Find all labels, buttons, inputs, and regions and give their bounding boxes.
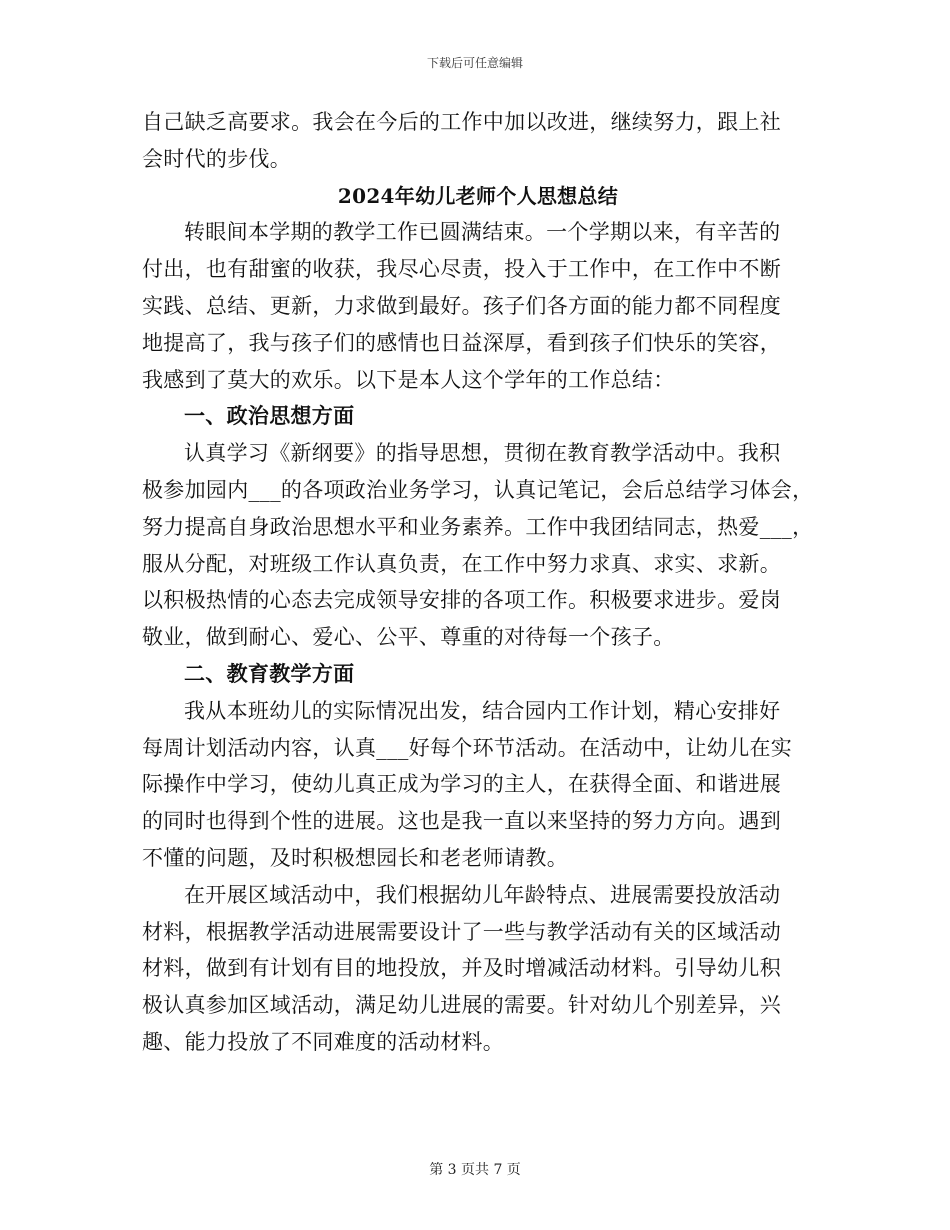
text-line: 转眼间本学期的教学工作已圆满结束。一个学期以来，有辛苦的 [184,220,781,245]
text-line: 地提高了，我与孩子们的感情也日益深厚，看到孩子们快乐的笑容， [142,330,781,355]
text-line: 会时代的步伐。 [142,146,292,171]
text-line: 际操作中学习，使幼儿真正成为学习的主人，在获得全面、和谐进展 [142,772,781,797]
text-line: 我从本班幼儿的实际情况出发，结合园内工作计划，精心安排好 [184,698,781,723]
document-title: 2024年幼儿老师个人思想总结 [337,183,619,208]
text-line: 付出，也有甜蜜的收获，我尽心尽责，投入于工作中，在工作中不断 [142,257,781,282]
text-line: 服从分配，对班级工作认真负责，在工作中努力求真、求实、求新。 [142,551,781,576]
text-line: 以积极热情的心态去完成领导安排的各项工作。积极要求进步。爱岗 [142,588,781,613]
text-line: 不懂的问题，及时积极想园长和老老师请教。 [142,845,568,870]
text-line: 趣、能力投放了不同难度的活动材料。 [142,1029,505,1054]
text-line: 认真学习《新纲要》的指导思想，贯彻在教育教学活动中。我积 [184,441,781,466]
page-header: 下载后可任意编辑 [426,56,523,70]
text-line: 敬业，做到耐心、爱心、公平、尊重的对待每一个孩子。 [142,625,675,650]
page-footer: 第 3 页共 7 页 [429,1162,521,1178]
section-heading: 一、政治思想方面 [184,403,355,429]
text-line: 材料，做到有计划有目的地投放，并及时增减活动材料。引导幼儿积 [142,956,781,981]
text-line: 极认真参加区域活动，满足幼儿进展的需要。针对幼儿个别差异，兴 [142,993,781,1018]
text-line: 我感到了莫大的欢乐。以下是本人这个学年的工作总结： [142,367,675,392]
text-line: 每周计划活动内容，认真___好每个环节活动。在活动中，让幼儿在实 [142,735,793,760]
text-line: 自己缺乏高要求。我会在今后的工作中加以改进，继续努力，跟上社 [142,110,781,134]
text-line: 的同时也得到个性的进展。这也是我一直以来坚持的努力方向。遇到 [142,809,781,834]
document-body [142,104,814,1061]
text-line: 实践、总结、更新，力求做到最好。孩子们各方面的能力都不同程度 [142,293,781,318]
text-line: 在开展区域活动中，我们根据幼儿年龄特点、进展需要投放活动 [184,882,781,907]
text-line: 努力提高自身政治思想水平和业务素养。工作中我团结同志，热爱___， [142,514,814,539]
section-heading: 二、教育教学方面 [184,660,355,686]
text-line: 极参加园内___的各项政治业务学习，认真记笔记，会后总结学习体会， [142,477,814,502]
text-line: 材料，根据教学活动进展需要设计了一些与教学活动有关的区域活动 [142,919,781,944]
